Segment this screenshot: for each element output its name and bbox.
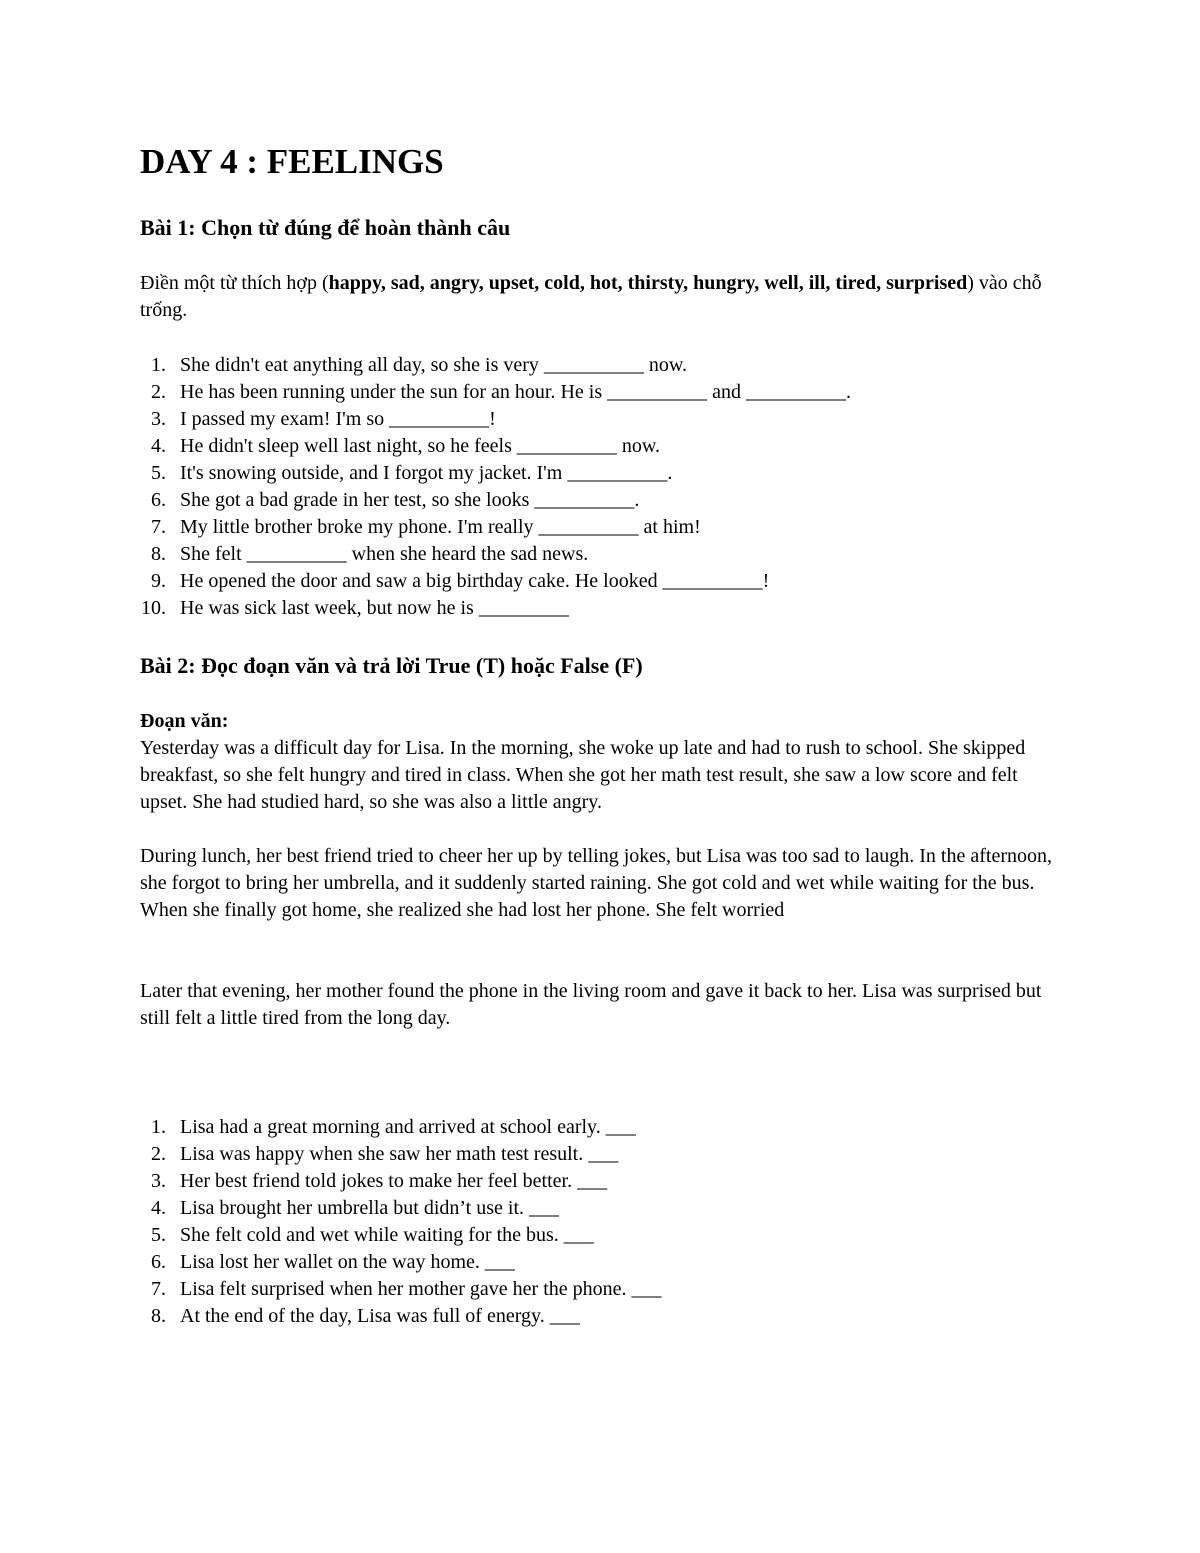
- item-text: Lisa lost her wallet on the way home. ___: [180, 1251, 515, 1273]
- instruction-prefix: Điền một từ thích hợp (: [140, 272, 329, 294]
- passage-paragraph-1: Yesterday was a difficult day for Lisa. In the morning, she woke up late and had to rush to school. She skipped breakfast, so she felt hungry and tired in class. When she got her math test result, she saw a low score and felt upset. She had studied hard, so she was also a little angry.: [140, 737, 1026, 813]
- exercise-2-heading: Bài 2: Đọc đoạn văn và trả lời True (T) hoặc False (F): [140, 653, 643, 678]
- list-item: [108, 1168, 662, 1195]
- item-number: 5.: [151, 462, 166, 484]
- item-text: She felt __________ when she heard the sad news.: [180, 543, 589, 565]
- item-text: He has been running under the sun for an hour. He is __________ and __________.: [180, 381, 851, 403]
- list-item: [108, 433, 851, 460]
- item-number: 10.: [141, 597, 166, 619]
- item-text: He was sick last week, but now he is _________: [180, 597, 569, 619]
- item-number: 8.: [151, 1305, 166, 1327]
- exercise-1-instruction: [140, 270, 1065, 324]
- list-item: [108, 1303, 662, 1330]
- item-text: I passed my exam! I'm so __________!: [180, 408, 496, 430]
- item-text: She didn't eat anything all day, so she is very __________ now.: [180, 354, 688, 376]
- item-text: He didn't sleep well last night, so he feels __________ now.: [180, 435, 661, 457]
- list-item: [108, 1195, 662, 1222]
- item-number: 3.: [151, 408, 166, 430]
- list-item: [108, 514, 851, 541]
- item-number: 8.: [151, 543, 166, 565]
- item-text: My little brother broke my phone. I'm really __________ at him!: [180, 516, 701, 538]
- item-number: 2.: [151, 381, 166, 403]
- list-item: [108, 595, 851, 622]
- item-text: It's snowing outside, and I forgot my jacket. I'm __________.: [180, 462, 673, 484]
- exercise-1-items: [108, 352, 851, 622]
- passage-paragraph-2: During lunch, her best friend tried to cheer her up by telling jokes, but Lisa was too sad to laugh. In the afternoon, she forgot to bring her umbrella, and it suddenly started raining. She got cold and wet while waiting for the bus. When she finally got home, she realized she had lost her phone. She felt worried: [140, 845, 1052, 921]
- item-number: 4.: [151, 1197, 166, 1219]
- item-number: 6.: [151, 1251, 166, 1273]
- item-number: 7.: [151, 1278, 166, 1300]
- page-title: DAY 4 : FEELINGS: [140, 142, 444, 181]
- item-text: Lisa brought her umbrella but didn’t use it. ___: [180, 1197, 560, 1219]
- item-number: 2.: [151, 1143, 166, 1165]
- list-item: [108, 379, 851, 406]
- exercise-2-items: [108, 1114, 662, 1330]
- list-item: [108, 1141, 662, 1168]
- item-number: 6.: [151, 489, 166, 511]
- passage-label: Đoạn văn:: [140, 710, 229, 732]
- list-item: [108, 541, 851, 568]
- item-number: 1.: [151, 354, 166, 376]
- item-text: She got a bad grade in her test, so she looks __________.: [180, 489, 640, 511]
- list-item: [108, 1249, 662, 1276]
- list-item: [108, 487, 851, 514]
- item-text: Lisa had a great morning and arrived at school early. ___: [180, 1116, 636, 1138]
- item-text: At the end of the day, Lisa was full of energy. ___: [180, 1305, 580, 1327]
- list-item: [108, 568, 851, 595]
- item-number: 7.: [151, 516, 166, 538]
- list-item: [108, 1114, 662, 1141]
- passage-block: [140, 708, 1065, 816]
- item-text: She felt cold and wet while waiting for the bus. ___: [180, 1224, 594, 1246]
- exercise-1-heading: Bài 1: Chọn từ đúng để hoàn thành câu: [140, 215, 511, 240]
- list-item: [108, 460, 851, 487]
- item-number: 3.: [151, 1170, 166, 1192]
- item-number: 4.: [151, 435, 166, 457]
- item-text: Lisa was happy when she saw her math test result. ___: [180, 1143, 619, 1165]
- list-item: [108, 352, 851, 379]
- list-item: [108, 1222, 662, 1249]
- list-item: [108, 1276, 662, 1303]
- list-item: [108, 406, 851, 433]
- item-text: He opened the door and saw a big birthday cake. He looked __________!: [180, 570, 770, 592]
- item-number: 9.: [151, 570, 166, 592]
- item-text: Her best friend told jokes to make her feel better. ___: [180, 1170, 608, 1192]
- passage-paragraph-3: Later that evening, her mother found the phone in the living room and gave it back to her. Lisa was surprised but still felt a little tired from the long day.: [140, 980, 1042, 1029]
- item-number: 5.: [151, 1224, 166, 1246]
- item-number: 1.: [151, 1116, 166, 1138]
- word-bank: happy, sad, angry, upset, cold, hot, thirsty, hungry, well, ill, tired, surprised: [328, 272, 968, 294]
- instruction-suffix: ) vào chỗ trống.: [140, 272, 1042, 321]
- item-text: Lisa felt surprised when her mother gave her the phone. ___: [180, 1278, 662, 1300]
